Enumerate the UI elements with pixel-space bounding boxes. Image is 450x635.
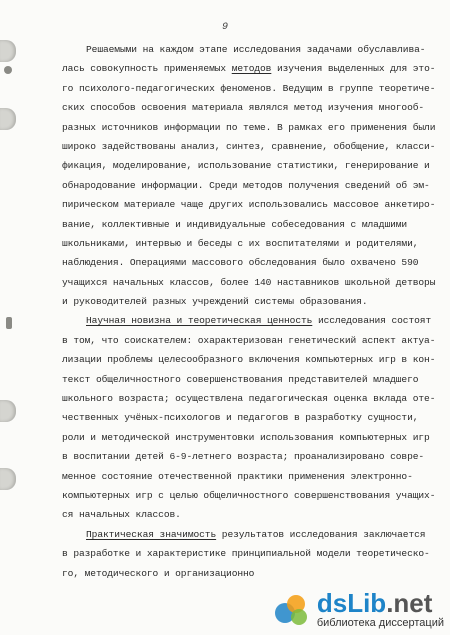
text-line: Решаемыми на каждом этапе исследования задачами обуславлива- (86, 44, 426, 55)
binding-hole (0, 108, 16, 130)
underlined-term: Практическая значимость (86, 528, 217, 540)
text-line: менное состояние отечественной практики применения электронно- (62, 470, 413, 482)
text-line: обнародование информации. Среди методов получения сведений об эм- (62, 179, 430, 191)
text-line: го психолого-педагогических феноменов. Ведущим в группе теоретиче- (62, 82, 436, 94)
watermark-logo (271, 589, 444, 629)
text-line: ся начальных классов. (62, 509, 181, 521)
text-line: широко задействованы анализ, синтез, сравнение, обобщение, класси- (62, 140, 436, 152)
text-line: лась совокупность применяемых методов изучения выделенных для это- (62, 63, 436, 75)
text-line: ских способов освоения материала являлся метод изучения многооб- (62, 102, 425, 114)
margin-speck (4, 66, 12, 74)
text-line: и руководителей разных учреждений системы образования. (62, 296, 368, 308)
text-line: учащихся начальных классов, более 140 наставников школьной детворы (62, 276, 436, 288)
text-line: компьютерных игр с целью общеличностного совершенствования учащих- (62, 489, 436, 501)
book-stack-icon (271, 589, 311, 629)
text-line: текст общеличностного совершенствования представителей младшего (62, 373, 419, 385)
body-text (62, 40, 436, 583)
text-line: в том, что соискателем: охарактеризован генетический аспект актуа- (62, 334, 436, 346)
page-number: 9 (221, 22, 228, 33)
margin-speck (6, 317, 12, 329)
text-line: го, методического и организационно (62, 567, 255, 579)
watermark-subtitle: библиотека диссертаций (316, 617, 444, 629)
text-line: школьного возраста; осуществлена педагогическая оценка вклада оте- (62, 393, 436, 405)
text-line: в воспитании детей 6-9-летнего возраста; проанализировано совре- (62, 451, 425, 463)
text-line: фикация, моделирование, использование статистики, генерирование и (62, 160, 430, 172)
binding-hole (0, 468, 16, 490)
text-line: роли и методической инструментовки использования компьютерных игр (62, 431, 430, 443)
text-line: Практическая значимость результатов исследования заключается (86, 528, 426, 540)
text-line: разных источников информации по теме. В рамках его применения были (62, 121, 436, 133)
text-line: лизации проблемы целесообразного включения компьютерных игр в кон- (62, 354, 436, 366)
text-line: в разработке и характеристике принципиальной модели теоретическо- (62, 548, 430, 560)
watermark-brand: dsLib (316, 588, 387, 618)
text-line: вание, коллективные и индивидуальные собеседования с младшими (62, 218, 408, 230)
text-line: Научная новизна и теоретическая ценность исследования состоят (86, 315, 432, 327)
text-line: наблюдения. Операциями массового обследования было охвачено 590 (62, 257, 419, 269)
binding-hole (0, 400, 16, 422)
underlined-term: методов (231, 63, 272, 75)
text-line: чественных учёных-психологов и педагогов в разработку сущности, (62, 412, 419, 424)
binding-hole (0, 40, 16, 62)
text-line: пирическом материале чаще других использовались массовое анкетиро- (62, 199, 436, 211)
watermark-tld: .net (386, 588, 433, 618)
underlined-term: Научная новизна и теоретическая ценность (86, 315, 313, 327)
text-line: школьниками, интервью и беседы с их воспитателями и родителями, (62, 237, 419, 249)
